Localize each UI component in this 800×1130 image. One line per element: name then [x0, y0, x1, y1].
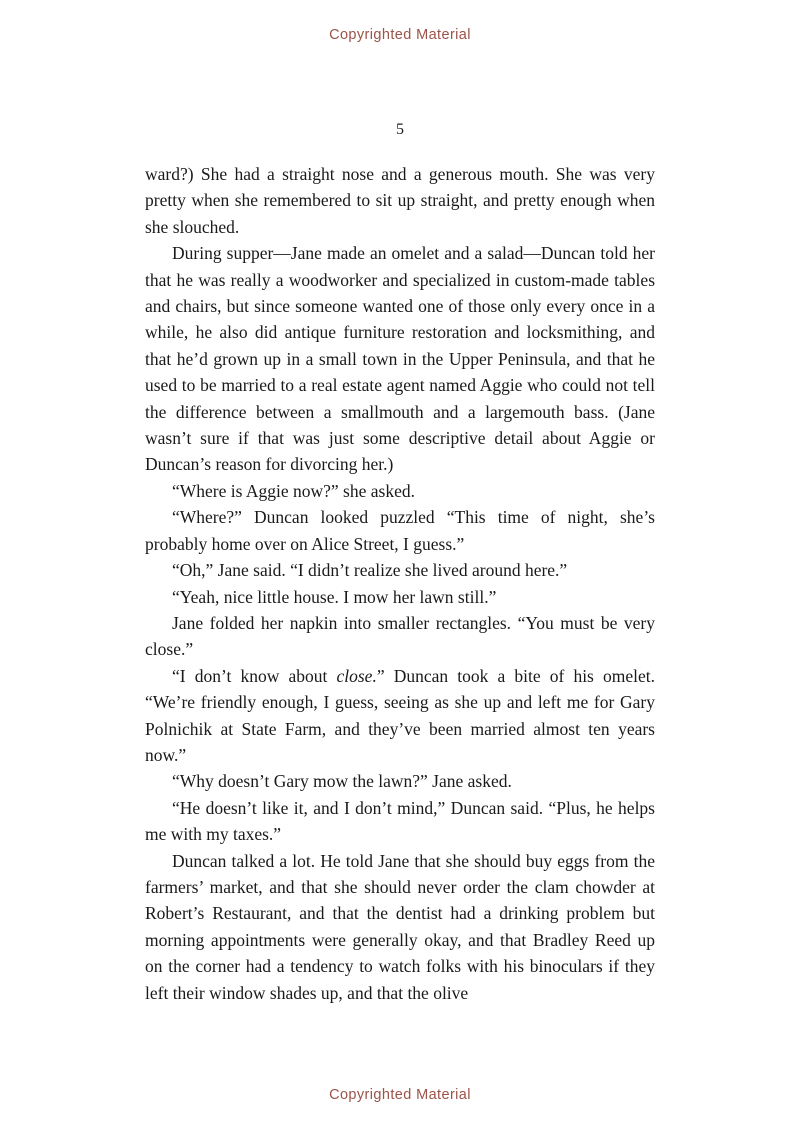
paragraph — [145, 848, 655, 1006]
text-segment: Jane folded her napkin into smaller rectangles. “You must be very close.” — [145, 612, 655, 660]
paragraph — [145, 663, 655, 769]
text-segment: ward?) She had a straight nose and a generous mouth. She was very pretty when she remembered to sit up straight, and pretty enough when she slouched. — [145, 164, 655, 237]
body-text — [145, 161, 655, 1006]
text-segment: Duncan talked a lot. He told Jane that she should buy eggs from the farmers’ market, and that she should never order the clam chowder at Robert’s Restaurant, and that the dentist had a drinking problem but morning appointments were generally okay, and that Bradley Reed up on the corner had a tendency to watch folks with his binoculars if they left their window shades up, and that the olive — [145, 850, 655, 1003]
copyright-notice-bottom: Copyrighted Material — [329, 1087, 471, 1103]
paragraph — [145, 161, 655, 240]
paragraph — [145, 504, 655, 557]
paragraph — [145, 610, 655, 663]
page-number: 5 — [396, 121, 404, 138]
italic-text-segment: close. — [336, 665, 377, 686]
copyright-notice-top: Copyrighted Material — [329, 27, 471, 43]
text-segment: ” Duncan took a bite of his omelet. “We’re friendly enough, I guess, seeing as she up and left me for Gary Polnichik at State Farm, and they’ve been married almost ten years now.” — [145, 665, 655, 765]
paragraph — [145, 478, 655, 504]
text-segment: “Why doesn’t Gary mow the lawn?” Jane asked. — [172, 771, 512, 792]
text-segment: “Where is Aggie now?” she asked. — [172, 480, 415, 501]
paragraph — [145, 240, 655, 478]
text-segment: During supper—Jane made an omelet and a salad—Duncan told her that he was really a woodworker and specialized in custom-made tables and chairs, but since someone wanted one of those only every once in a while, he also did antique furniture restoration and locksmithing, and that he’d grown up in a small town in the Upper Peninsula, and that he used to be married to a real estate agent named Aggie who could not tell the difference between a smallmouth and a largemouth bass. (Jane wasn’t sure if that was just some descriptive detail about Aggie or Duncan’s reason for divorcing her.) — [145, 243, 655, 475]
paragraph — [145, 584, 655, 610]
paragraph — [145, 557, 655, 583]
text-segment: “Yeah, nice little house. I mow her lawn still.” — [172, 586, 497, 607]
text-segment: “I don’t know about — [172, 665, 337, 686]
text-segment: “He doesn’t like it, and I don’t mind,” Duncan said. “Plus, he helps me with my taxes.” — [145, 797, 655, 845]
paragraph — [145, 768, 655, 794]
text-segment: “Oh,” Jane said. “I didn’t realize she lived around here.” — [172, 560, 568, 581]
paragraph — [145, 795, 655, 848]
text-segment: “Where?” Duncan looked puzzled “This time of night, she’s probably home over on Alice Street, I guess.” — [145, 507, 655, 554]
